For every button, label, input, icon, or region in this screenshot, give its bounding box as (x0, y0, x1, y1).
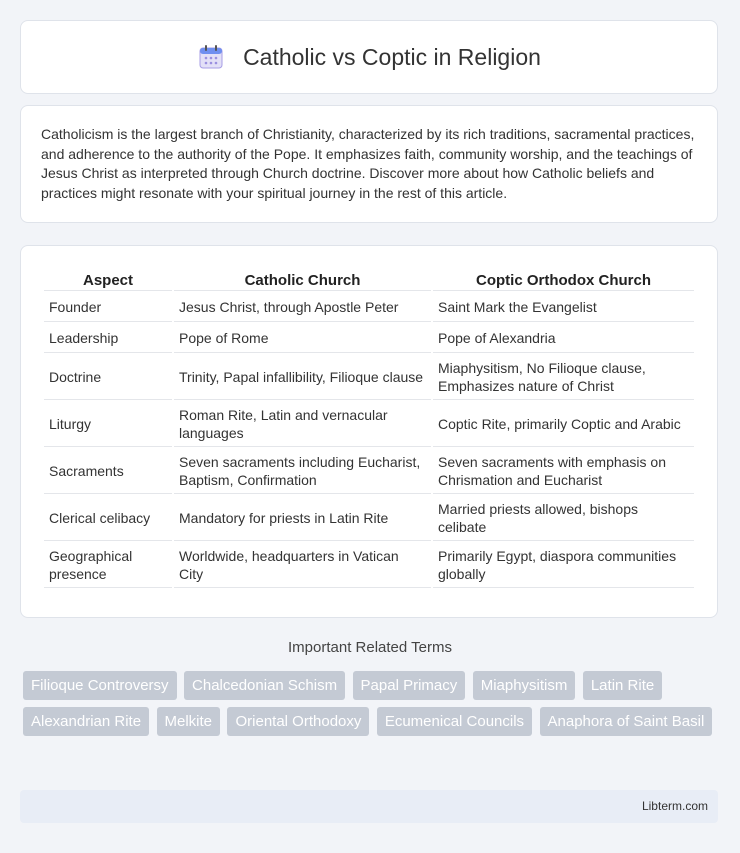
cell-coptic: Married priests allowed, bishops celibate (433, 496, 694, 541)
footer-brand-link[interactable]: Libterm.com (641, 799, 708, 813)
related-term-tag[interactable]: Oriental Orthodoxy (227, 707, 369, 736)
cell-coptic: Miaphysitism, No Filioque clause, Emphasizes nature of Christ (433, 355, 694, 400)
footer (20, 790, 718, 823)
table-row (44, 355, 694, 400)
related-term-tag[interactable]: Latin Rite (583, 671, 662, 700)
table-row (44, 496, 694, 541)
related-term-tag[interactable]: Ecumenical Councils (377, 707, 532, 736)
cell-aspect: Founder (44, 293, 172, 322)
table-row (44, 402, 694, 447)
title-card (20, 20, 718, 94)
related-term-tag[interactable]: Anaphora of Saint Basil (540, 707, 713, 736)
cell-catholic: Worldwide, headquarters in Vatican City (174, 543, 431, 588)
table-row (44, 324, 694, 353)
cell-coptic: Saint Mark the Evangelist (433, 293, 694, 322)
related-term-tag[interactable]: Chalcedonian Schism (184, 671, 345, 700)
related-terms-list (23, 671, 723, 743)
cell-coptic: Coptic Rite, primarily Coptic and Arabic (433, 402, 694, 447)
cell-aspect: Liturgy (44, 402, 172, 447)
cell-catholic: Roman Rite, Latin and vernacular languages (174, 402, 431, 447)
cell-catholic: Trinity, Papal infallibility, Filioque clause (174, 355, 431, 400)
page-title: Catholic vs Coptic in Religion (243, 43, 541, 70)
cell-aspect: Sacraments (44, 449, 172, 494)
cell-coptic: Seven sacraments with emphasis on Chrismation and Eucharist (433, 449, 694, 494)
related-term-tag[interactable]: Melkite (157, 707, 221, 736)
comparison-table (42, 264, 696, 590)
cell-aspect: Leadership (44, 324, 172, 353)
calendar-icon (197, 43, 225, 71)
comparison-card (20, 245, 718, 618)
header-aspect: Aspect (44, 266, 172, 291)
related-term-tag[interactable]: Filioque Controversy (23, 671, 177, 700)
related-term-tag[interactable]: Papal Primacy (353, 671, 466, 700)
cell-aspect: Geographical presence (44, 543, 172, 588)
cell-aspect: Doctrine (44, 355, 172, 400)
table-header-row (44, 266, 694, 291)
table-row (44, 293, 694, 322)
header-coptic: Coptic Orthodox Church (433, 266, 694, 291)
related-term-tag[interactable]: Alexandrian Rite (23, 707, 149, 736)
cell-catholic: Jesus Christ, through Apostle Peter (174, 293, 431, 322)
related-term-tag[interactable]: Miaphysitism (473, 671, 576, 700)
related-terms-title: Important Related Terms (288, 639, 452, 656)
cell-aspect: Clerical celibacy (44, 496, 172, 541)
header-catholic: Catholic Church (174, 266, 431, 291)
cell-coptic: Pope of Alexandria (433, 324, 694, 353)
cell-catholic: Seven sacraments including Eucharist, Baptism, Confirmation (174, 449, 431, 494)
intro-text: Catholicism is the largest branch of Christianity, characterized by its rich traditions, sacramental practices, and adherence to the authority of the Pope. It emphasizes faith, community worship, and the teachings of Jesus Christ as interpreted through Church doctrine. Discover more about how Catholic beliefs and practices might resonate with your spiritual journey in the rest of this article. (41, 126, 695, 201)
cell-catholic: Mandatory for priests in Latin Rite (174, 496, 431, 541)
table-row (44, 543, 694, 588)
intro-card (20, 105, 718, 223)
cell-catholic: Pope of Rome (174, 324, 431, 353)
table-row (44, 449, 694, 494)
cell-coptic: Primarily Egypt, diaspora communities globally (433, 543, 694, 588)
